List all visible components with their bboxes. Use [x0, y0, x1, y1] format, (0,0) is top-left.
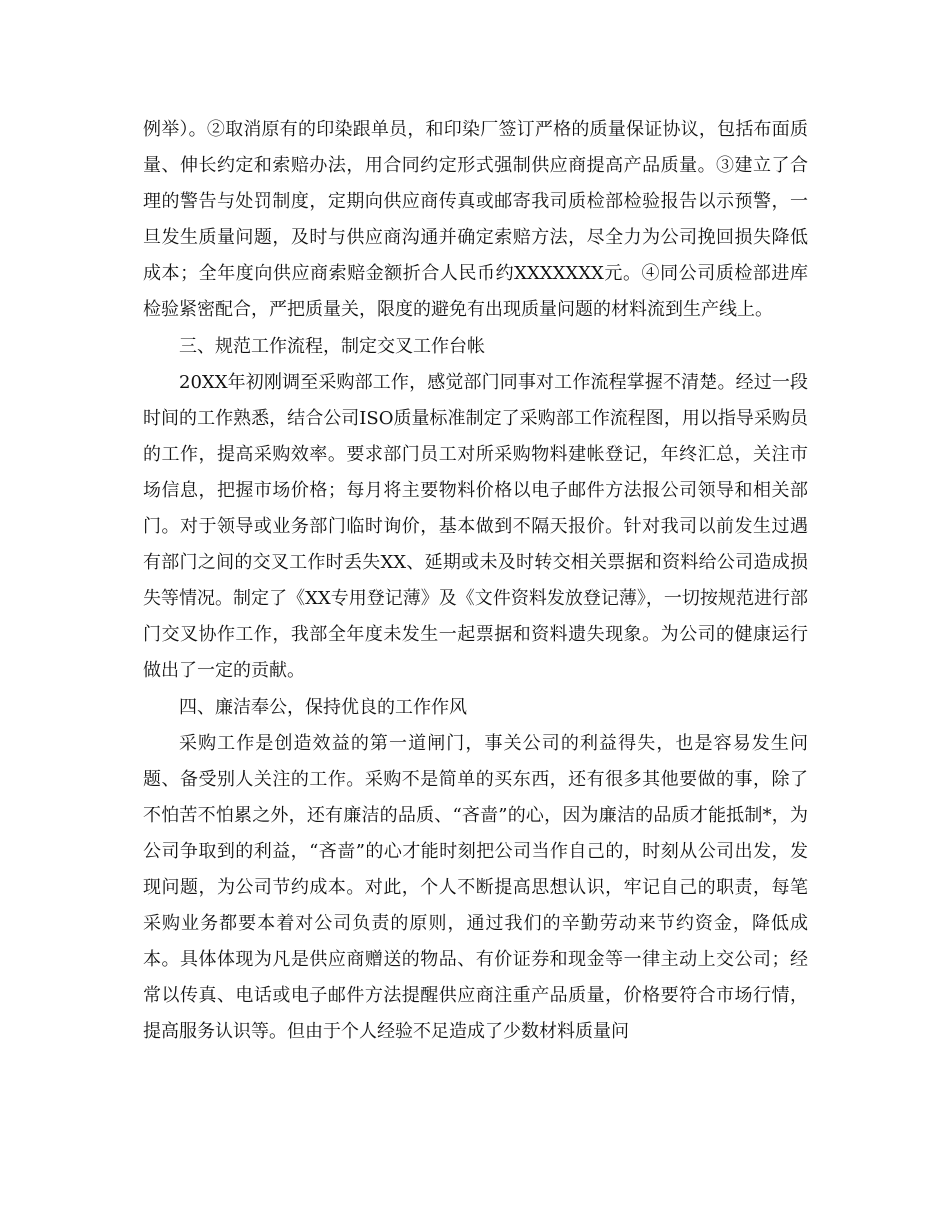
paragraph-workflow: 20XX年初刚调至采购部工作，感觉部门同事对工作流程掌握不清楚。经过一段时间的工作熟悉，结合公司ISO质量标准制定了采购部工作流程图，用以指导采购员的工作，提高采购效率。要求部门员工对所采购物料建帐登记，年终汇总，关注市场信息，把握市场价格；每月将主要物料价格以电子邮件方法报公司领导和相关部门。对于领导或业务部门临时询价，基本做到不隔天报价。针对我司以前发生过遇有部门之间的交叉工作时丢失XX、延期或未及时转交相关票据和资料给公司造成损失等情况。制定了《XX专用登记薄》及《文件资料发放登记薄》，一切按规范进行部门交叉协作工作，我部全年度未发生一起票据和资料遗失现象。为公司的健康运行做出了一定的贡献。	[143, 371, 808, 682]
document-body	[143, 112, 808, 1050]
paragraph-integrity: 采购工作是创造效益的第一道闸门，事关公司的利益得失，也是容易发生问题、备受别人关注的工作。采购不是简单的买东西，还有很多其他要做的事，除了不怕苦不怕累之外，还有廉洁的品质、“吝啬”的心，因为廉洁的品质才能抵制*，为公司争取到的利益，“吝啬”的心才能时刻把公司当作自己的，时刻从公司出发，发现问题，为公司节约成本。对此，个人不断提高思想认识，牢记自己的职责，每笔采购业务都要本着对公司负责的原则，通过我们的辛勤劳动来节约资金，降低成本。具体体现为凡是供应商赠送的物品、有价证券和现金等一律主动上交公司；经常以传真、电话或电子邮件方法提醒供应商注重产品质量，价格要符合市场行情，提高服务认识等。但由于个人经验不足造成了少数材料质量问	[143, 732, 808, 1043]
section-heading-integrity: 四、廉洁奉公，保持优良的工作作风	[179, 696, 467, 718]
section-heading-workflow: 三、规范工作流程，制定交叉工作台帐	[179, 335, 485, 357]
paragraph-quality-measures: 例举）。②取消原有的印染跟单员，和印染厂签订严格的质量保证协议，包括布面质量、伸长约定和索赔办法，用合同约定形式强制供应商提高产品质量。③建立了合理的警告与处罚制度，定期向供应商传真或邮寄我司质检部检验报告以示预警，一旦发生质量问题，及时与供应商沟通并确定索赔方法，尽全力为公司挽回损失降低成本；全年度向供应商索赔金额折合人民币约XXXXXXX元。④同公司质检部进库检验紧密配合，严把质量关，限度的避免有出现质量问题的材料流到生产线上。	[143, 119, 808, 321]
